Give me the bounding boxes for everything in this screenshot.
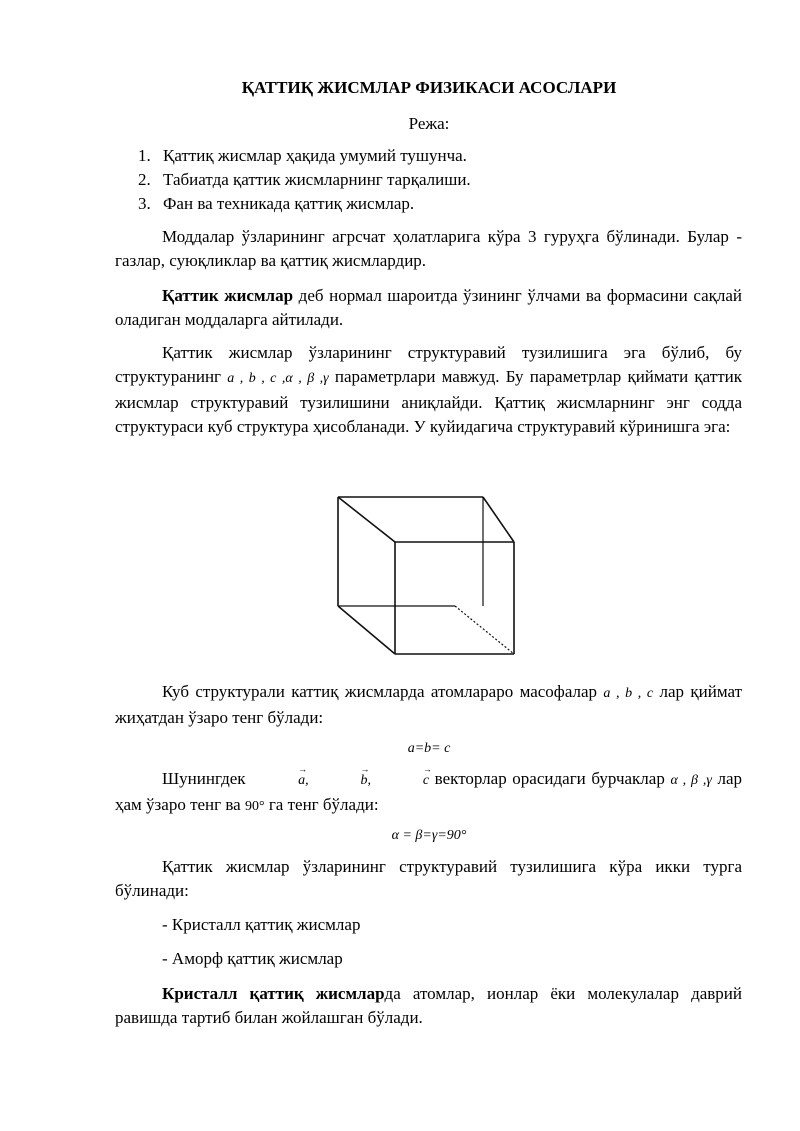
vector-a: → a <box>251 769 305 793</box>
paragraph-solid-definition: Қаттик жисмлар деб нормал шароитда ўзининг ўлчами ва формасини сақлай оладиган моддаларга айтилади. <box>115 286 742 329</box>
angle-parameters: α , β ,γ <box>670 773 712 788</box>
equation-distances: a=b= c <box>407 741 451 756</box>
cube-edge <box>338 497 395 542</box>
cube-edge <box>483 497 514 542</box>
bullet-amorphous: - Аморф қаттиқ жисмлар <box>162 949 343 968</box>
structure-parameters: a , b , c ,α , β ,γ <box>227 371 329 386</box>
plan-label: Режа: <box>408 114 450 133</box>
document-title: ҚАТТИҚ ЖИСМЛАР ФИЗИКАСИ АСОСЛАРИ <box>241 78 617 97</box>
paragraph-states: Моддалар ўзларининг агрсчат ҳолатларига кўра 3 гуруҳга бўлинади. Булар - газлар, суюқликлар ва қаттиқ жисмлардир. <box>115 227 742 270</box>
list-item: 3. Фан ва техникада қаттиқ жисмлар. <box>138 194 415 213</box>
paragraph-structure: Қаттик жисмлар ўзларининг структуравий тузилишига эга бўлиб, бу структуранинг a , b , c ,α , β ,γ параметрлари мавжуд. Бу параметрлар қиймати қаттик жисмлар структуравий тузилишини аниқлайди. Қаттиқ жисмларнинг энг содда структураси куб структура ҳисобланади. У куйидагича структуравий кўринишга эга: <box>115 343 742 436</box>
bold-term: Қаттик жисмлар <box>162 286 294 305</box>
paragraph-vector-angles: Шунингдек → a, → b, → c векторлар орасидаги бурчаклар α , β ,γ лар ҳам ўзаро тенг ва 90° га тенг бўлади: <box>115 767 742 819</box>
distance-parameters: a , b , c <box>603 686 654 701</box>
paragraph-classification: Қаттик жисмлар ўзларининг структуравий тузилишига кўра икки турга бўлинади: <box>115 857 742 900</box>
equation-angles: α = β=γ=90° <box>391 828 467 843</box>
plan-list <box>138 144 471 216</box>
bold-term: Кристалл қаттиқ жисмлар <box>162 984 385 1003</box>
list-item: 1. Қаттиқ жисмлар ҳақида умумий тушунча. <box>138 146 467 165</box>
paragraph-cube-distances: Куб структурали каттиқ жисмларда атомлараро масофалар a , b , c лар қиймат жиҳатдан ўзаро тенг бўлади: <box>115 682 743 727</box>
vector-b: → b <box>314 769 368 793</box>
angle-value: 90° <box>244 799 265 814</box>
vector-c: → c <box>376 769 429 793</box>
cube-edge <box>338 606 395 654</box>
list-item: 2. Табиатда қаттик жисмларнинг тарқалиши. <box>138 170 471 189</box>
bullet-crystalline: - Кристалл қаттиқ жисмлар <box>162 915 361 934</box>
cube-hidden-edge <box>455 606 514 654</box>
cube-structure-diagram <box>333 492 519 656</box>
paragraph-crystalline-definition: Кристалл қаттиқ жисмларда атомлар, ионлар ёки молекулалар даврий равишда тартиб билан жойлашган бўлади. <box>115 984 742 1027</box>
